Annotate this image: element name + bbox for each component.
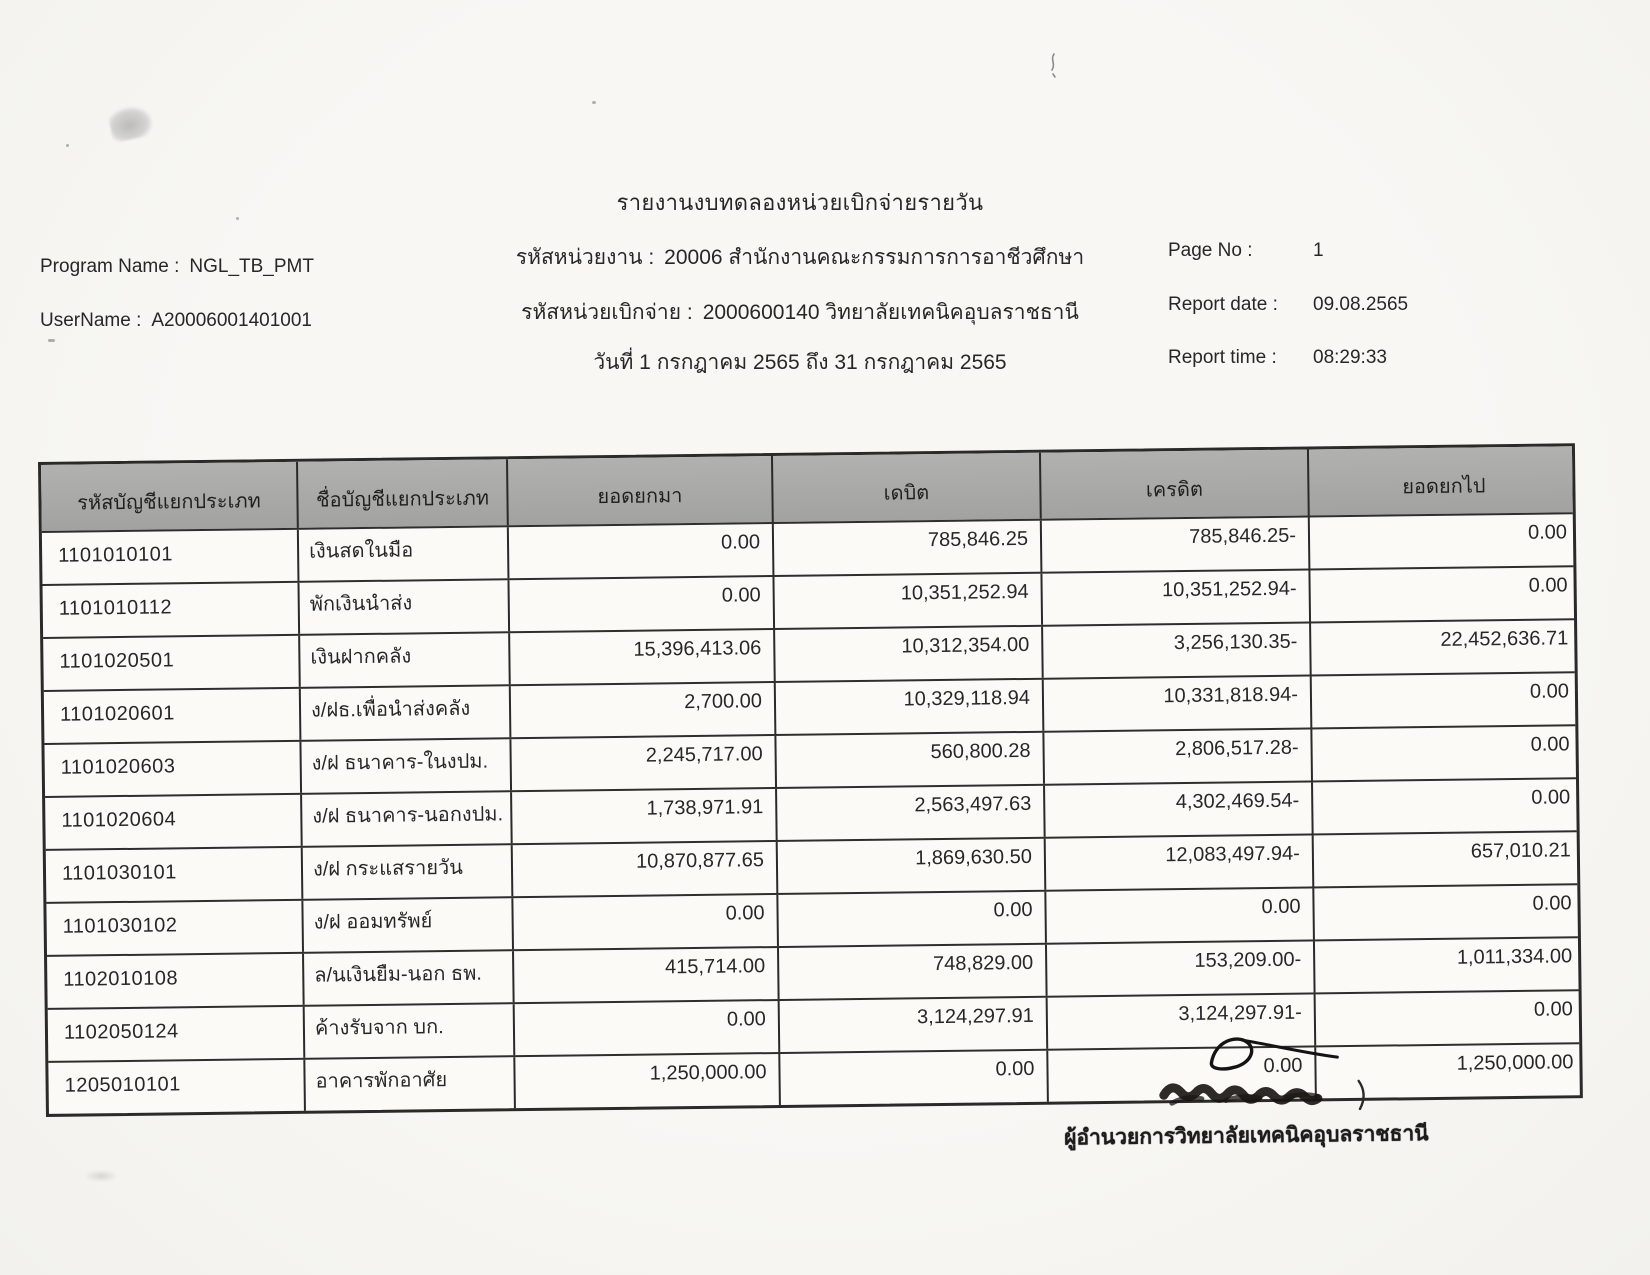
program-name-value: NGL_TB_PMT — [189, 256, 314, 277]
report-time-value: 08:29:33 — [1313, 347, 1387, 368]
username-value: A20006001401001 — [151, 310, 312, 331]
cell-carried-forward: 0.00 — [1527, 521, 1568, 544]
table-body — [42, 512, 1580, 1114]
cell-credit: 12,083,497.94- — [1046, 835, 1315, 889]
cell-account-code: 1102010108 — [47, 954, 305, 1008]
cell-debit: 0.00 — [778, 892, 1047, 946]
cell-carried-forward: 22,452,636.71 — [1440, 627, 1569, 651]
cell-carried-forward: 0.00 — [1530, 733, 1570, 756]
cell-account-code: 1101030101 — [46, 848, 304, 902]
cell-brought-forward: 1,738,971.91 — [512, 789, 778, 843]
cell-brought-forward: 2,700.00 — [511, 683, 777, 737]
cell-account-code: 1205010101 — [48, 1060, 306, 1114]
cell-debit: 10,312,354.00 — [775, 627, 1044, 681]
ink-dot — [592, 101, 596, 104]
cell-brought-forward: 15,396,413.06 — [510, 630, 776, 684]
cell-debit: 10,351,252.94 — [774, 574, 1043, 628]
cell-account-code: 1101020603 — [44, 742, 302, 796]
cell-account-name: ค้างรับจาก บก. — [305, 1004, 516, 1058]
org-value: 20006 สำนักงานคณะกรรมการการอาชีวศึกษา — [664, 246, 1085, 269]
org-line — [470, 241, 1130, 274]
col-header-account-name: ชื่อบัญชีแยกประเภท — [298, 459, 509, 528]
col-header-carried-forward: ยอดยกไป — [1402, 475, 1486, 499]
report-date-value: 09.08.2565 — [1313, 294, 1409, 315]
cell-brought-forward: 415,714.00 — [514, 948, 780, 1002]
cell-debit: 785,846.25 — [774, 521, 1043, 575]
cell-debit: 2,563,497.63 — [777, 786, 1046, 840]
col-header-account-code: รหัสบัญชีแยกประเภท — [41, 462, 299, 531]
scan-smudge — [84, 1170, 118, 1182]
cell-brought-forward: 2,245,717.00 — [511, 736, 777, 790]
cell-account-name: ง/ฝ กระแสรายวัน — [303, 845, 514, 899]
report-date-label: Report date : — [1168, 294, 1278, 315]
cell-account-name: ง/ฝ ออมทรัพย์ — [303, 898, 514, 952]
org-label: รหัสหน่วยงาน : — [515, 246, 655, 269]
page-no-value: 1 — [1313, 240, 1324, 261]
cell-account-name: เงินฝากคลัง — [300, 633, 511, 687]
cell-credit: 10,331,818.94- — [1044, 676, 1313, 730]
cell-debit: 560,800.28 — [776, 733, 1045, 787]
cell-account-code: 1101010101 — [42, 530, 300, 584]
scan-mark — [1046, 52, 1062, 80]
cell-debit: 748,829.00 — [779, 945, 1048, 999]
cell-carried-forward: 0.00 — [1529, 680, 1570, 703]
page-no-label: Page No : — [1168, 240, 1253, 261]
cell-carried-forward: 0.00 — [1528, 574, 1568, 597]
cell-account-name: ง/ฝธ.เพื่อนำส่งคลัง — [301, 686, 512, 740]
pencil-smudge — [107, 103, 155, 143]
ink-dot — [66, 144, 69, 147]
cell-account-code: 1101020601 — [44, 689, 302, 743]
cell-account-name: อาคารพักอาศัย — [305, 1057, 516, 1111]
cell-carried-forward: 0.00 — [1531, 786, 1571, 809]
col-header-credit: เครดิต — [1041, 449, 1310, 518]
signer-title: ผู้อำนวยการวิทยาลัยเทคนิคอุบลราชธานี — [1063, 1122, 1429, 1150]
ink-dot — [236, 217, 239, 220]
cell-credit: 3,256,130.35- — [1043, 623, 1312, 677]
cell-credit: 0.00 — [1046, 888, 1315, 942]
col-header-brought-forward: ยอดยกมา — [508, 456, 774, 525]
cell-credit: 153,209.00- — [1047, 941, 1316, 995]
cell-account-code: 1101030102 — [46, 901, 304, 955]
report-title: รายงานงบทดลองหน่วยเบิกจ่ายรายวัน — [616, 190, 984, 215]
col-header-debit: เดบิต — [773, 453, 1042, 522]
cell-brought-forward: 1,250,000.00 — [515, 1054, 781, 1108]
cell-debit: 1,869,630.50 — [778, 839, 1047, 893]
cell-account-name: ง/ฝ ธนาคาร-ในงปม. — [301, 739, 512, 793]
cell-credit: 0.00 — [1048, 1047, 1317, 1101]
report-time-label: Report time : — [1168, 347, 1277, 368]
cell-debit: 3,124,297.91 — [780, 998, 1049, 1052]
unit-line — [470, 296, 1130, 329]
cell-account-code: 1101020501 — [43, 636, 301, 690]
unit-label: รหัสหน่วยเบิกจ่าย : — [521, 301, 693, 324]
cell-carried-forward: 1,011,334.00 — [1456, 945, 1573, 969]
cell-account-name: พักเงินนำส่ง — [299, 580, 510, 634]
cell-account-code: 1101020604 — [45, 795, 303, 849]
cell-account-name: ล/นเงินยืม-นอก ธพ. — [304, 951, 515, 1005]
cell-account-name: เงินสดในมือ — [299, 527, 510, 581]
cell-credit: 4,302,469.54- — [1045, 782, 1314, 836]
cell-brought-forward: 0.00 — [513, 895, 779, 949]
cell-brought-forward: 10,870,877.65 — [513, 842, 779, 896]
cell-credit: 785,846.25- — [1042, 517, 1311, 571]
cell-account-code: 1102050124 — [48, 1007, 306, 1061]
cell-credit: 2,806,517.28- — [1044, 729, 1313, 783]
period-line: วันที่ 1 กรกฎาคม 2565 ถึง 31 กรกฎาคม 2565 — [593, 351, 1007, 374]
cell-carried-forward: 0.00 — [1532, 892, 1572, 915]
cell-carried-forward: 657,010.21 — [1470, 839, 1571, 863]
program-name-line — [40, 256, 314, 278]
cell-carried-forward: 0.00 — [1533, 998, 1573, 1021]
cell-credit: 3,124,297.91- — [1048, 994, 1317, 1048]
table — [38, 443, 1583, 1117]
cell-debit: 10,329,118.94 — [776, 680, 1045, 734]
username-label: UserName : — [40, 310, 142, 331]
cell-carried-forward: 1,250,000.00 — [1456, 1051, 1574, 1075]
cell-debit: 0.00 — [780, 1051, 1049, 1105]
cell-credit: 10,351,252.94- — [1042, 570, 1311, 624]
trial-balance-table — [38, 443, 1583, 1150]
username-line — [40, 310, 312, 332]
cell-brought-forward: 0.00 — [509, 524, 775, 578]
program-name-label: Program Name : — [40, 256, 180, 277]
cell-brought-forward: 0.00 — [509, 577, 775, 631]
unit-value: 2000600140 วิทยาลัยเทคนิคอุบลราชธานี — [702, 301, 1079, 324]
cell-account-code: 1101010112 — [43, 583, 301, 637]
cell-brought-forward: 0.00 — [515, 1001, 781, 1055]
ink-dash — [48, 339, 55, 342]
cell-account-name: ง/ฝ ธนาคาร-นอกงปม. — [302, 792, 513, 846]
